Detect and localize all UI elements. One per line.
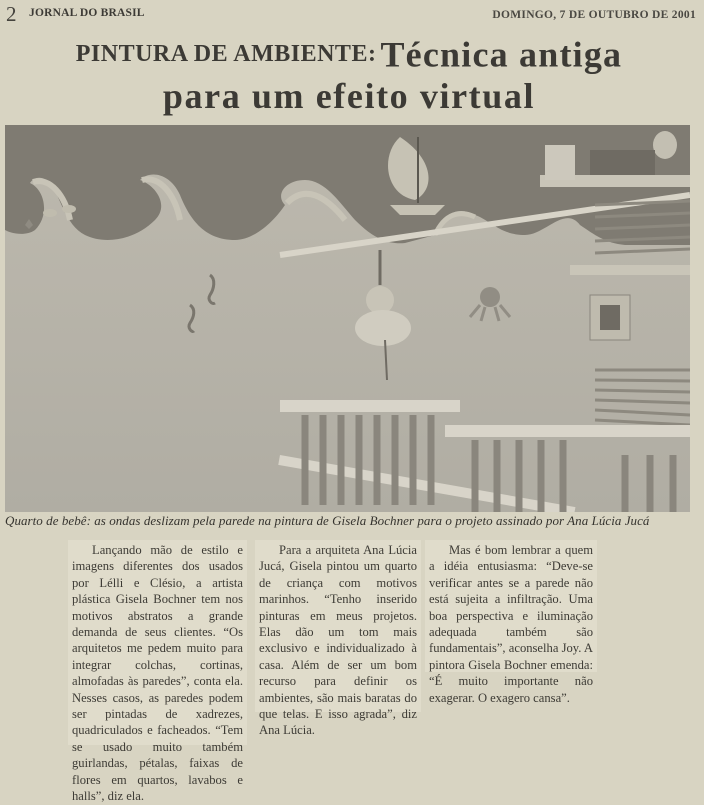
- photo-caption: Quarto de bebê: as ondas deslizam pela parede na pintura de Gisela Bochner para o projeto assinado por Ana Lúcia Jucá: [5, 513, 650, 528]
- page-number: 2: [6, 2, 17, 26]
- column-3-text: Mas é bom lembrar a quem a idéia entusiasma: “Deve-se verificar antes se a parede não está sujeita a infiltração. Uma boa perspectiva e iluminação adequada também são fundamentais”, aconselha Joy. A pintora Gisela Bochner emenda: “É muito importante não exagerar. O exagero cansa”.: [429, 543, 593, 705]
- column-1-text: Lançando mão de estilo e imagens diferentes dos usados por Lélli e Clésio, a artista plástica Gisela Bochner tem nos motivos abstratos a grande demanda de seus clientes. “Os arquitetos me pedem muito para integrar colchas, cortinas, almofadas às paredes”, conta ela. Nesses casos, as paredes podem ser pintadas de xadrezes, quadriculados e facheados. “Tem se usado muito também guirlandas, pétalas, faixas de flores em quartos, lavabos e halls”, diz ela.: [72, 543, 243, 804]
- masthead: JORNAL DO BRASIL: [29, 7, 145, 19]
- article-photo: [5, 125, 690, 512]
- dateline: DOMINGO, 7 DE OUTUBRO DE 2001: [492, 9, 696, 21]
- article-column-1: [68, 540, 247, 804]
- headline-main-line1: Técnica antiga: [380, 34, 623, 75]
- article-column-3: [425, 540, 597, 705]
- article-column-2: [255, 540, 421, 738]
- headline-kicker: PINTURA DE AMBIENTE:: [75, 41, 377, 68]
- headline-main-line2: para um efeito virtual: [162, 76, 536, 116]
- headline: [0, 32, 704, 116]
- column-2-text: Para a arquiteta Ana Lúcia Jucá, Gisela pintou um quarto de criança com motivos marinhos. “Tenho inserido pinturas em meus projetos. Elas dão um tom mais exclusivo e individualizado à casa. Além de ser um bom recurso para definir os ambientes, são mais baratas do que telas. E isso agrada”, diz Ana Lúcia.: [259, 543, 417, 738]
